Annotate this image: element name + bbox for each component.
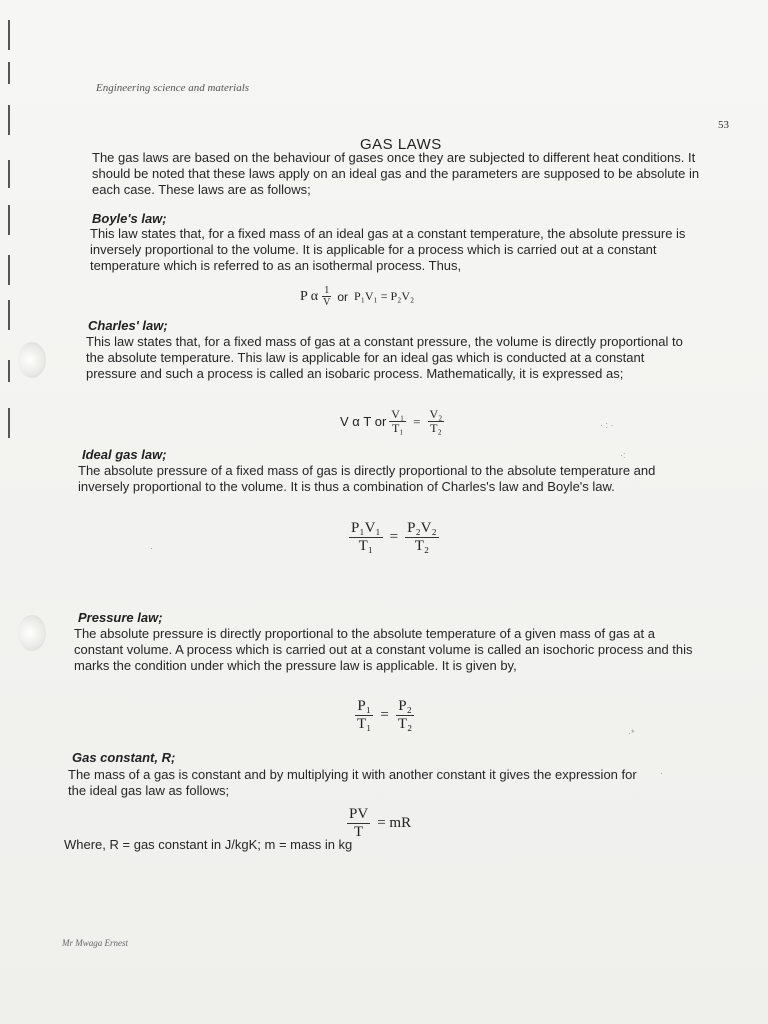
formula-fraction-right <box>428 408 445 435</box>
scan-speck: ·: <box>620 450 626 460</box>
footer-author: Mr Mwaga Ernest <box>62 938 128 948</box>
equals-sign: = <box>413 413 421 429</box>
formula-fraction <box>321 285 332 308</box>
formula-fraction-right <box>405 520 439 554</box>
binder-mark <box>8 360 16 382</box>
scan-speck: · : · <box>600 420 614 430</box>
fraction-denominator: T₂ <box>430 421 442 436</box>
fraction-numerator: P₂ <box>398 698 412 714</box>
gas-constant-heading: Gas constant, R; <box>72 750 176 765</box>
fraction-denominator: T₁ <box>357 715 372 732</box>
ideal-gas-law-formula <box>346 520 442 554</box>
page-number: 53 <box>718 119 729 131</box>
fraction-numerator: V₂ <box>429 407 443 421</box>
boyles-law-formula <box>300 285 414 308</box>
fraction-numerator: 1 <box>324 285 330 296</box>
ideal-gas-law-heading: Ideal gas law; <box>82 447 167 462</box>
punch-hole <box>18 615 46 651</box>
binder-mark <box>8 408 16 438</box>
formula-fraction-left <box>389 408 406 435</box>
binder-mark <box>8 62 16 84</box>
pressure-law-heading: Pressure law; <box>78 610 163 625</box>
formula-fraction-left <box>355 698 373 732</box>
binder-mark <box>8 255 16 285</box>
formula-rhs: = mR <box>377 814 412 831</box>
charles-law-formula <box>340 408 447 435</box>
formula-connector: or <box>337 289 349 304</box>
fraction-denominator: T₂ <box>397 715 413 732</box>
binder-mark <box>8 205 16 235</box>
formula-lhs: P α <box>300 288 319 304</box>
intro-paragraph: The gas laws are based on the behaviour of gases once they are subjected to different heat conditions. It should be noted that these laws apply on an ideal gas and the parameters are supposed to be absolute in each case. These laws are as follows; <box>92 150 700 197</box>
where-definition: Where, R = gas constant in J/kgK; m = mass in kg <box>64 837 353 852</box>
charles-law-heading: Charles' law; <box>88 318 168 333</box>
scan-speck: · <box>150 543 153 553</box>
scan-speck: ·* <box>628 728 635 738</box>
fraction-numerator: P₂V₂ <box>407 520 437 536</box>
binder-mark <box>8 160 16 188</box>
pressure-law-text: The absolute pressure is directly proportional to the absolute temperature of a given mass of gas at a constant volume. A process which is carried out at a constant volume is called an isochoric process and this marks the condition under which the pressure law is applicable. It is given by, <box>74 626 693 673</box>
gas-constant-formula <box>344 806 411 840</box>
formula-fraction-right <box>396 698 414 732</box>
fraction-numerator: P₁V₁ <box>351 520 381 536</box>
equals-sign: = <box>389 528 399 545</box>
binder-mark <box>8 105 16 135</box>
gas-constant-text: The mass of a gas is constant and by multiplying it with another constant it gives the expression for the ideal gas law as follows; <box>68 767 637 798</box>
running-header: Engineering science and materials <box>96 82 250 94</box>
page-title: GAS LAWS <box>360 136 442 153</box>
formula-fraction <box>347 806 370 840</box>
boyles-law-heading: Boyle's law; <box>92 211 167 226</box>
fraction-denominator: T₁ <box>391 421 404 436</box>
formula-rhs: P₁V₁ = P₂V₂ <box>354 289 415 303</box>
fraction-denominator: T₂ <box>414 537 430 554</box>
fraction-denominator: T <box>354 823 364 840</box>
binder-mark <box>8 20 16 50</box>
charles-law-text: This law states that, for a fixed mass of gas at a constant pressure, the volume is directly proportional to the absolute temperature. This law is applicable for an ideal gas which is conducted at a constant pressure and such a process is called an isobaric process. Mathematically, it is expressed as; <box>86 334 683 381</box>
fraction-denominator: V <box>323 297 331 308</box>
boyles-law-text: This law states that, for a fixed mass of an ideal gas at a constant temperature, the absolute pressure is inversely proportional to the volume. It is applicable for a process which is carried out at a constant temperature which is referred to as an isothermal process. Thus, <box>90 226 686 273</box>
formula-fraction-left <box>349 520 383 554</box>
formula-lhs: V α T or <box>340 414 387 430</box>
equals-sign: = <box>380 706 389 723</box>
fraction-denominator: T₁ <box>358 537 374 554</box>
fraction-numerator: PV <box>349 806 369 822</box>
binder-mark <box>8 300 16 330</box>
ideal-gas-law-text: The absolute pressure of a fixed mass of gas is directly proportional to the absolute temperature and inversely proportional to the volume. It is thus a combination of Charles's law and Boyle's law. <box>78 463 656 494</box>
scan-speck: · <box>660 768 663 778</box>
punch-hole <box>18 342 46 378</box>
fraction-numerator: V₁ <box>391 407 405 421</box>
fraction-numerator: P₁ <box>357 698 371 714</box>
pressure-law-formula <box>352 698 417 732</box>
